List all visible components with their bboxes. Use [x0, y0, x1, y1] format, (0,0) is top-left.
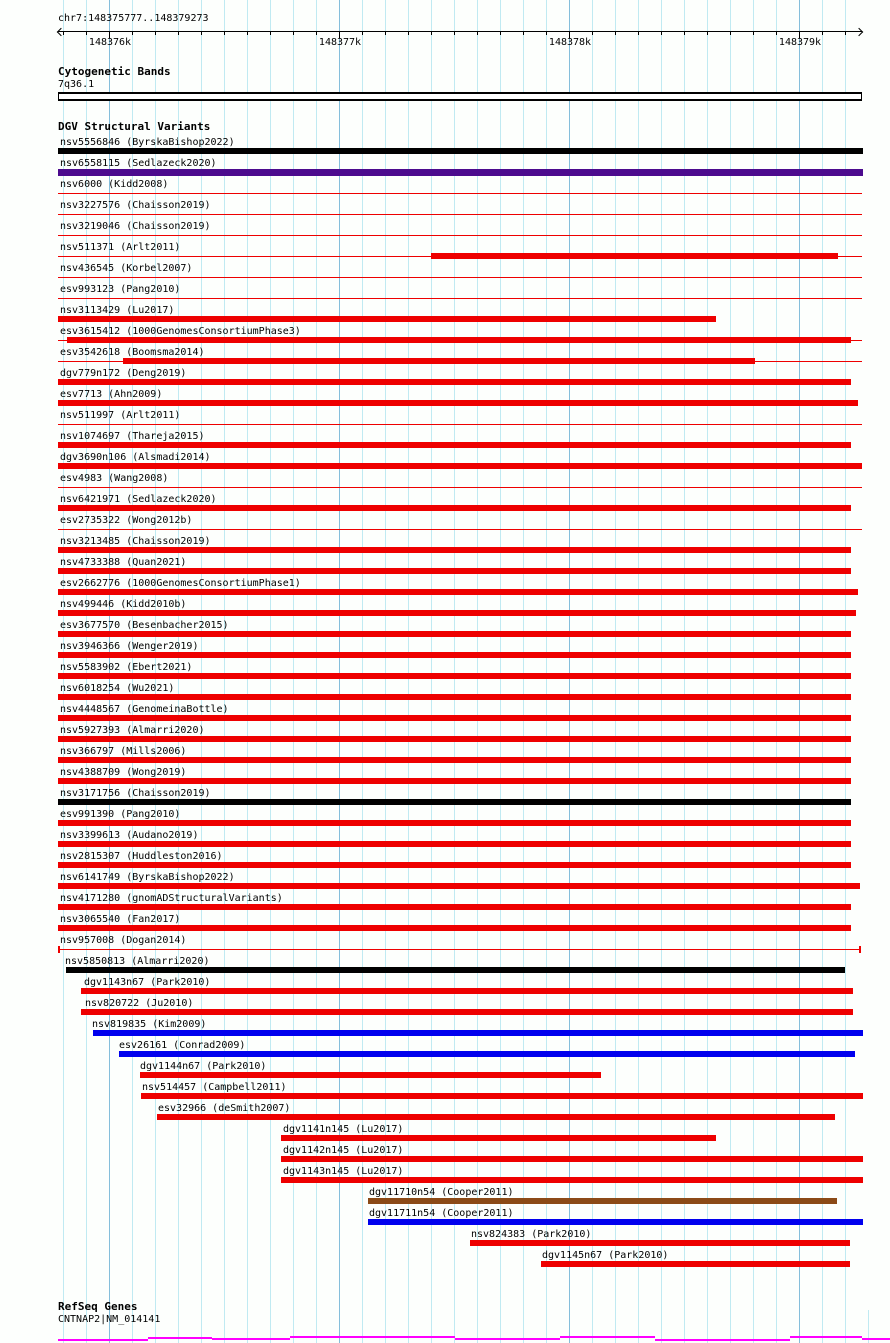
- ruler-arrow-right-icon: [855, 27, 863, 35]
- ruler-tick: [408, 32, 409, 35]
- grid-major-line: [569, 0, 570, 1343]
- ruler-tick: [546, 32, 547, 35]
- variant-label[interactable]: nsv4388709 (Wong2019): [60, 767, 187, 778]
- variant-bar[interactable]: [58, 400, 858, 406]
- variant-label[interactable]: nsv3946366 (Wenger2019): [60, 641, 199, 652]
- variant-bar[interactable]: [141, 1093, 863, 1099]
- ruler-tick-label: 148377k: [318, 37, 362, 48]
- variant-label[interactable]: dgv1143n67 (Park2010): [84, 977, 211, 988]
- variant-bar[interactable]: [431, 253, 838, 259]
- grid-minor-line: [546, 0, 547, 1343]
- ruler-tick: [362, 32, 363, 35]
- variant-bar[interactable]: [58, 715, 851, 721]
- variant-label[interactable]: nsv511997 (Arlt2011): [60, 410, 181, 421]
- variant-bar[interactable]: [58, 316, 716, 322]
- variant-label[interactable]: nsv957008 (Dogan2014): [60, 935, 187, 946]
- variant-label[interactable]: nsv6558115 (Sedlazeck2020): [60, 158, 217, 169]
- grid-major-line: [339, 0, 340, 1343]
- ruler-tick: [661, 32, 662, 35]
- grid-minor-line: [316, 0, 317, 1343]
- variant-bar[interactable]: [58, 631, 851, 637]
- variant-label[interactable]: nsv3171756 (Chaisson2019): [60, 788, 211, 799]
- grid-minor-line: [707, 0, 708, 1343]
- variant-label[interactable]: esv993123 (Pang2010): [60, 284, 181, 295]
- variant-bar[interactable]: [58, 568, 851, 574]
- variant-bar[interactable]: [119, 1051, 855, 1057]
- gene-line-segment[interactable]: [655, 1339, 790, 1341]
- ruler-tick-label: 148376k: [88, 37, 132, 48]
- grid-minor-line: [822, 0, 823, 1343]
- variant-bar[interactable]: [58, 778, 851, 784]
- variant-label[interactable]: nsv2815307 (Huddleston2016): [60, 851, 223, 862]
- variant-bar-line[interactable]: [58, 235, 862, 236]
- variant-bar-line[interactable]: [58, 487, 862, 488]
- section-title-dgv-structural-variants: DGV Structural Variants: [58, 120, 211, 133]
- variant-label[interactable]: dgv779n172 (Deng2019): [60, 368, 187, 379]
- variant-bar[interactable]: [368, 1219, 863, 1225]
- variant-bar-line[interactable]: [58, 949, 861, 950]
- variant-bar[interactable]: [58, 841, 851, 847]
- variant-bar-line[interactable]: [58, 214, 862, 215]
- grid-minor-line: [615, 0, 616, 1343]
- variant-bar[interactable]: [58, 925, 851, 931]
- ruler-tick: [431, 32, 432, 35]
- gene-line-segment[interactable]: [58, 1339, 148, 1341]
- variant-label[interactable]: nsv1074697 (Thareja2015): [60, 431, 205, 442]
- variant-bar[interactable]: [157, 1114, 835, 1120]
- grid-minor-line: [293, 0, 294, 1343]
- variant-label[interactable]: nsv5583902 (Ebert2021): [60, 662, 193, 673]
- variant-label[interactable]: esv4983 (Wang2008): [60, 473, 169, 484]
- region-title: chr7:148375777..148379273: [58, 13, 209, 24]
- variant-bar[interactable]: [58, 169, 863, 176]
- variant-label[interactable]: dgv1145n67 (Park2010): [542, 1250, 669, 1261]
- variant-bar[interactable]: [58, 547, 851, 553]
- variant-label[interactable]: esv2735322 (Wong2012b): [60, 515, 193, 526]
- grid-minor-line: [362, 0, 363, 1343]
- variant-label[interactable]: nsv3065540 (Fan2017): [60, 914, 181, 925]
- variant-bar-endcap: [58, 946, 60, 953]
- variant-bar[interactable]: [58, 610, 856, 616]
- variant-label[interactable]: nsv499446 (Kidd2010b): [60, 599, 187, 610]
- grid-minor-line: [753, 0, 754, 1343]
- variant-label[interactable]: esv3677570 (Besenbacher2015): [60, 620, 229, 631]
- ruler-tick: [615, 32, 616, 35]
- variant-bar[interactable]: [58, 505, 851, 511]
- variant-label[interactable]: esv32966 (deSmith2007): [158, 1103, 291, 1114]
- variant-label[interactable]: nsv5556846 (ByrskaBishop2022): [60, 137, 235, 148]
- ruler-tick: [500, 32, 501, 35]
- variant-bar-line[interactable]: [58, 424, 862, 425]
- ruler-tick: [132, 32, 133, 35]
- grid-minor-line: [500, 0, 501, 1343]
- variant-bar[interactable]: [58, 379, 851, 385]
- gene-line-segment[interactable]: [212, 1338, 290, 1340]
- variant-label[interactable]: esv991390 (Pang2010): [60, 809, 181, 820]
- ruler-tick: [684, 32, 685, 35]
- variant-label[interactable]: nsv4733388 (Quan2021): [60, 557, 187, 568]
- variant-bar-line[interactable]: [58, 529, 862, 530]
- ruler-tick: [454, 32, 455, 35]
- variant-label[interactable]: dgv1142n145 (Lu2017): [283, 1145, 404, 1156]
- ruler-tick: [776, 32, 777, 35]
- grid-minor-line: [477, 0, 478, 1343]
- ruler-tick: [592, 32, 593, 35]
- variant-bar[interactable]: [281, 1177, 863, 1183]
- ruler-tick: [730, 32, 731, 35]
- ruler-tick: [224, 32, 225, 35]
- variant-bar[interactable]: [81, 988, 853, 994]
- grid-minor-line: [684, 0, 685, 1343]
- variant-label[interactable]: nsv6018254 (Wu2021): [60, 683, 175, 694]
- variant-bar[interactable]: [123, 358, 755, 364]
- ruler-tick: [638, 32, 639, 35]
- variant-label[interactable]: nsv819835 (Kim2009): [92, 1019, 207, 1030]
- variant-bar[interactable]: [58, 757, 851, 763]
- variant-bar[interactable]: [58, 442, 851, 448]
- variant-bar[interactable]: [281, 1135, 716, 1141]
- gene-line-segment[interactable]: [560, 1336, 655, 1338]
- variant-bar-endcap: [859, 946, 861, 953]
- grid-minor-line: [270, 0, 271, 1343]
- section-title-cytogenetic-bands: Cytogenetic Bands: [58, 65, 171, 78]
- ruler-tick: [707, 32, 708, 35]
- ruler-tick: [753, 32, 754, 35]
- variant-bar[interactable]: [93, 1030, 863, 1036]
- gene-line-segment[interactable]: [148, 1337, 212, 1339]
- grid-minor-line: [408, 0, 409, 1343]
- variant-bar[interactable]: [58, 883, 860, 889]
- variant-bar[interactable]: [140, 1072, 601, 1078]
- variant-label[interactable]: esv3615412 (1000GenomesConsortiumPhase3): [60, 326, 301, 337]
- variant-bar[interactable]: [58, 736, 851, 742]
- variant-label[interactable]: dgv11711n54 (Cooper2011): [369, 1208, 514, 1219]
- variant-bar[interactable]: [81, 1009, 853, 1015]
- ruler-tick: [477, 32, 478, 35]
- grid-minor-line: [523, 0, 524, 1343]
- variant-bar[interactable]: [58, 673, 851, 679]
- cytoband-rect[interactable]: [58, 92, 862, 101]
- grid-minor-line: [224, 0, 225, 1343]
- variant-bar-line[interactable]: [58, 298, 862, 299]
- grid-minor-line: [592, 0, 593, 1343]
- variant-label[interactable]: nsv5927393 (Almarri2020): [60, 725, 205, 736]
- grid-minor-line: [661, 0, 662, 1343]
- ruler-tick: [86, 32, 87, 35]
- variant-bar[interactable]: [66, 967, 845, 973]
- variant-bar[interactable]: [58, 904, 851, 910]
- variant-label[interactable]: nsv5850813 (Almarri2020): [65, 956, 210, 967]
- variant-label[interactable]: dgv11710n54 (Cooper2011): [369, 1187, 514, 1198]
- ruler-tick-label: 148378k: [548, 37, 592, 48]
- ruler-tick: [270, 32, 271, 35]
- variant-bar[interactable]: [58, 820, 851, 826]
- gene-line-segment[interactable]: [455, 1338, 560, 1340]
- grid-minor-line: [730, 0, 731, 1343]
- ruler-tick: [316, 32, 317, 35]
- grid-minor-line: [431, 0, 432, 1343]
- section-title-refseq-genes: RefSeq Genes: [58, 1300, 138, 1313]
- gene-label[interactable]: CNTNAP2|NM_014141: [58, 1314, 161, 1325]
- variant-label[interactable]: esv7713 (Ahn2009): [60, 389, 163, 400]
- cytoband-label: 7q36.1: [58, 79, 95, 90]
- ruler-tick: [845, 32, 846, 35]
- ruler-tick: [155, 32, 156, 35]
- ruler-tick: [178, 32, 179, 35]
- variant-label[interactable]: esv2662776 (1000GenomesConsortiumPhase1): [60, 578, 301, 589]
- gene-line-segment[interactable]: [790, 1336, 862, 1338]
- variant-label[interactable]: nsv3113429 (Lu2017): [60, 305, 175, 316]
- grid-minor-line: [845, 0, 846, 1343]
- variant-label[interactable]: nsv366797 (Mills2006): [60, 746, 187, 757]
- variant-label[interactable]: nsv3227576 (Chaisson2019): [60, 200, 211, 211]
- variant-label[interactable]: nsv514457 (Campbell2011): [142, 1082, 287, 1093]
- variant-label[interactable]: dgv1144n67 (Park2010): [140, 1061, 267, 1072]
- grid-minor-line: [454, 0, 455, 1343]
- variant-bar[interactable]: [58, 694, 851, 700]
- variant-bar[interactable]: [58, 652, 851, 658]
- variant-label[interactable]: nsv3213485 (Chaisson2019): [60, 536, 211, 547]
- variant-bar-line[interactable]: [58, 193, 862, 194]
- ruler-tick: [247, 32, 248, 35]
- variant-label[interactable]: nsv820722 (Ju2010): [85, 998, 194, 1009]
- variant-label[interactable]: nsv3219046 (Chaisson2019): [60, 221, 211, 232]
- variant-bar-line[interactable]: [58, 277, 862, 278]
- variant-label[interactable]: dgv1143n145 (Lu2017): [283, 1166, 404, 1177]
- ruler-tick: [293, 32, 294, 35]
- variant-bar[interactable]: [281, 1156, 863, 1162]
- variant-label[interactable]: nsv436545 (Korbel2007): [60, 263, 193, 274]
- grid-minor-line: [638, 0, 639, 1343]
- grid-minor-line: [385, 0, 386, 1343]
- ruler-tick: [822, 32, 823, 35]
- variant-label[interactable]: nsv824383 (Park2010): [471, 1229, 592, 1240]
- ruler-tick: [385, 32, 386, 35]
- ruler-tick-label: 148379k: [778, 37, 822, 48]
- variant-bar[interactable]: [58, 589, 858, 595]
- gene-line-segment[interactable]: [862, 1338, 890, 1340]
- variant-bar[interactable]: [58, 148, 863, 154]
- ruler-tick: [523, 32, 524, 35]
- variant-label[interactable]: esv3542618 (Boomsma2014): [60, 347, 205, 358]
- variant-label[interactable]: nsv3399613 (Audano2019): [60, 830, 199, 841]
- variant-label[interactable]: nsv511371 (Arlt2011): [60, 242, 181, 253]
- ruler-tick: [63, 32, 64, 35]
- variant-bar[interactable]: [58, 799, 851, 805]
- variant-label[interactable]: nsv4171280 (gnomADStructuralVariants): [60, 893, 283, 904]
- grid-major-line: [799, 0, 800, 1343]
- variant-label[interactable]: dgv1141n145 (Lu2017): [283, 1124, 404, 1135]
- variant-label[interactable]: nsv6421971 (Sedlazeck2020): [60, 494, 217, 505]
- variant-bar[interactable]: [368, 1198, 837, 1204]
- variant-bar[interactable]: [470, 1240, 850, 1246]
- variant-bar[interactable]: [58, 463, 862, 469]
- variant-label[interactable]: esv26161 (Conrad2009): [119, 1040, 246, 1051]
- variant-label[interactable]: nsv4448567 (GenomeinaBottle): [60, 704, 229, 715]
- gene-line-segment[interactable]: [290, 1336, 455, 1338]
- ruler-tick: [201, 32, 202, 35]
- variant-label[interactable]: nsv6141749 (ByrskaBishop2022): [60, 872, 235, 883]
- variant-bar[interactable]: [58, 862, 851, 868]
- variant-bar[interactable]: [541, 1261, 850, 1267]
- variant-bar[interactable]: [67, 337, 851, 343]
- variant-label[interactable]: nsv6000 (Kidd2008): [60, 179, 169, 190]
- variant-label[interactable]: dgv3690n106 (Alsmadi2014): [60, 452, 211, 463]
- grid-minor-line: [776, 0, 777, 1343]
- grid-minor-line: [247, 0, 248, 1343]
